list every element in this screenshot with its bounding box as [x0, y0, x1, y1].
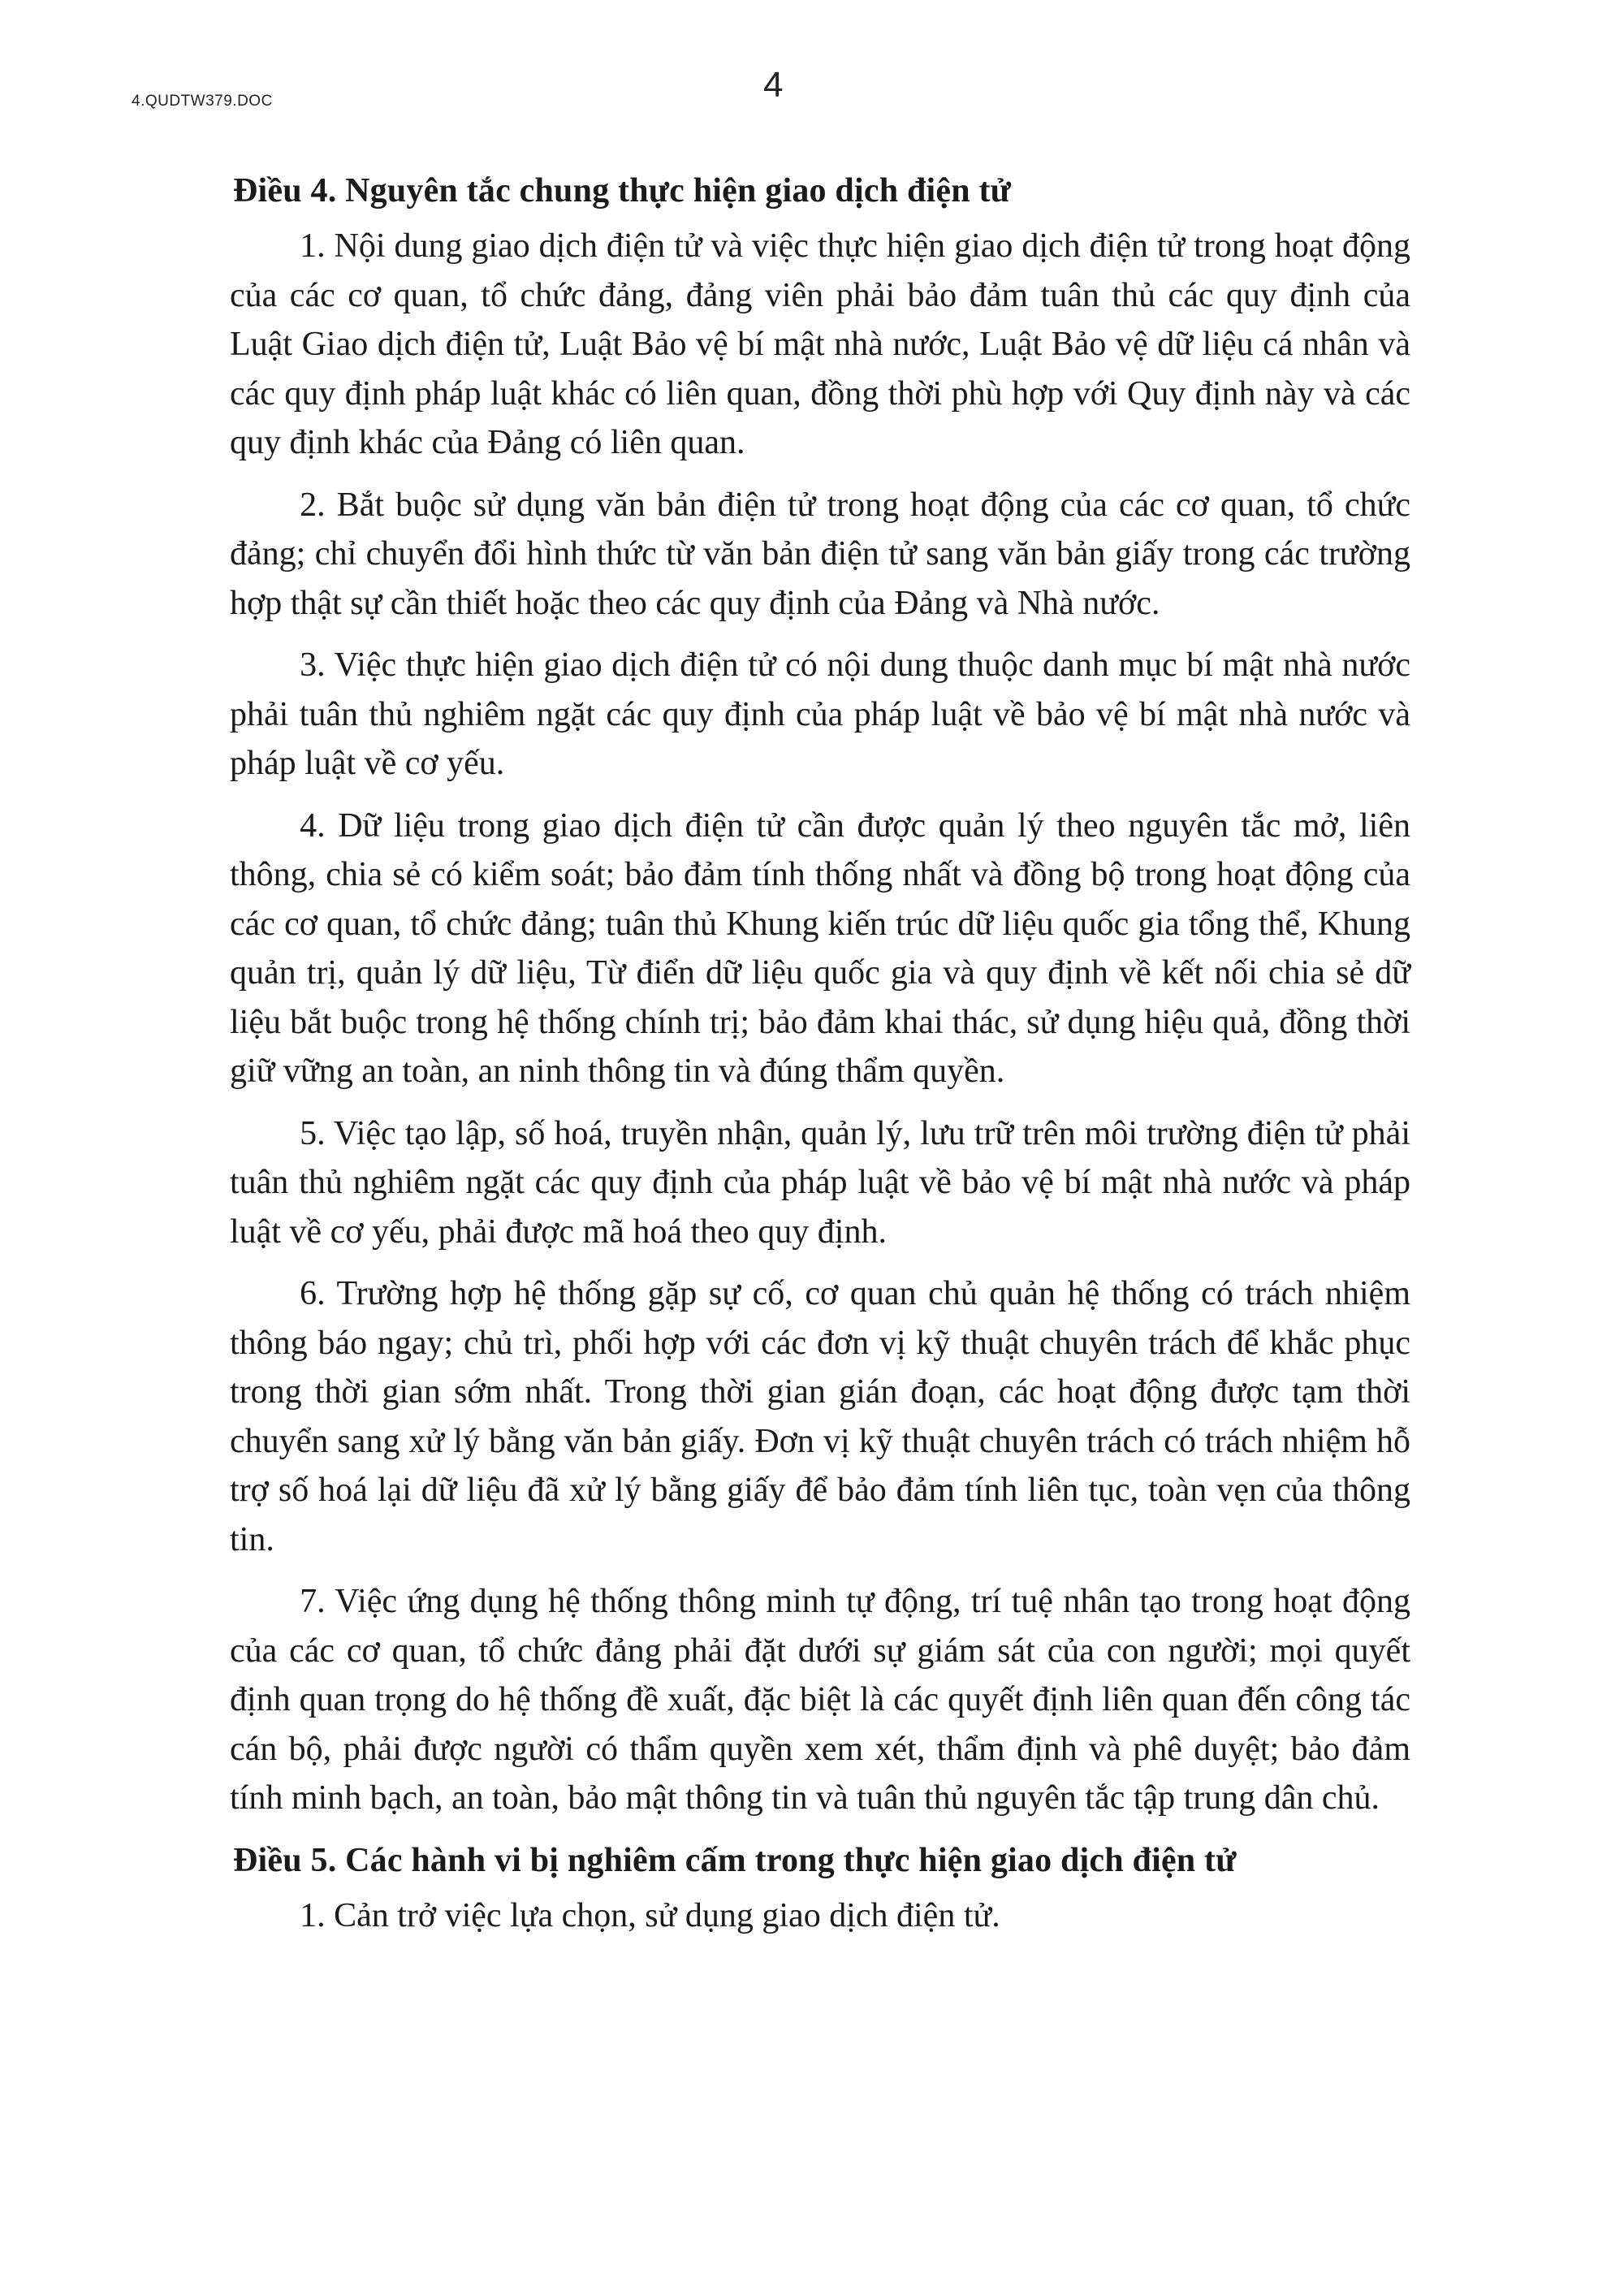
- article-4-clause-7: 7. Việc ứng dụng hệ thống thông minh tự động, trí tuệ nhân tạo trong hoạt động của các cơ quan, tổ chức đảng phải đặt dưới sự giám sát của con người; mọi quyết định quan trọng do hệ thống đề xuất, đặc biệt là các quyết định liên quan đến công tác cán bộ, phải được người có thẩm quyền xem xét, thẩm định và phê duyệt; bảo đảm tính minh bạch, an toàn, bảo mật thông tin và tuân thủ nguyên tắc tập trung dân chủ.: [230, 1583, 1410, 1817]
- article-4-clause-4: 4. Dữ liệu trong giao dịch điện tử cần được quản lý theo nguyên tắc mở, liên thông, chia sẻ có kiểm soát; bảo đảm tính thống nhất và đồng bộ trong hoạt động của các cơ quan, tổ chức đảng; tuân thủ Khung kiến trúc dữ liệu quốc gia tổng thể, Khung quản trị, quản lý dữ liệu, Từ điển dữ liệu quốc gia và quy định về kết nối chia sẻ dữ liệu bắt buộc trong hệ thống chính trị; bảo đảm khai thác, sử dụng hiệu quả, đồng thời giữ vững an toàn, an ninh thông tin và đúng thẩm quyền.: [230, 806, 1410, 1090]
- page-header: [0, 0, 1624, 138]
- article-4-clause-2: 2. Bắt buộc sử dụng văn bản điện tử trong hoạt động của các cơ quan, tổ chức đảng; chỉ chuyển đổi hình thức từ văn bản điện tử sang văn bản giấy trong các trường hợp thật sự cần thiết hoặc theo các quy định của Đảng và Nhà nước.: [230, 486, 1410, 622]
- article-4-clause-6: 6. Trường hợp hệ thống gặp sự cố, cơ quan chủ quản hệ thống có trách nhiệm thông báo ngay; chủ trì, phối hợp với các đơn vị kỹ thuật chuyên trách để khắc phục trong thời gian sớm nhất. Trong thời gian gián đoạn, các hoạt động được tạm thời chuyển sang xử lý bằng văn bản giấy. Đơn vị kỹ thuật chuyên trách có trách nhiệm hỗ trợ số hoá lại dữ liệu đã xử lý bằng giấy để bảo đảm tính liên tục, toàn vẹn của thông tin.: [230, 1275, 1410, 1558]
- document-body: [230, 166, 1410, 1953]
- page-number: 4: [763, 65, 784, 105]
- article-5-clause-1: 1. Cản trở việc lựa chọn, sử dụng giao dịch điện tử.: [300, 1896, 1000, 1934]
- article-4-heading: Điều 4. Nguyên tắc chung thực hiện giao dịch điện tử: [233, 172, 1012, 210]
- file-name: 4.QUDTW379.DOC: [132, 93, 273, 110]
- article-4-clause-5: 5. Việc tạo lập, số hoá, truyền nhận, quản lý, lưu trữ trên môi trường điện tử phải tuân thủ nghiêm ngặt các quy định của pháp luật về bảo vệ bí mật nhà nước và pháp luật về cơ yếu, phải được mã hoá theo quy định.: [230, 1114, 1410, 1251]
- article-5-heading: Điều 5. Các hành vi bị nghiêm cấm trong thực hiện giao dịch điện tử: [233, 1841, 1237, 1879]
- article-4-clause-1: 1. Nội dung giao dịch điện tử và việc thực hiện giao dịch điện tử trong hoạt động của các cơ quan, tổ chức đảng, đảng viên phải bảo đảm tuân thủ các quy định của Luật Giao dịch điện tử, Luật Bảo vệ bí mật nhà nước, Luật Bảo vệ dữ liệu cá nhân và các quy định pháp luật khác có liên quan, đồng thời phù hợp với Quy định này và các quy định khác của Đảng có liên quan.: [230, 227, 1410, 461]
- article-4-clause-3: 3. Việc thực hiện giao dịch điện tử có nội dung thuộc danh mục bí mật nhà nước phải tuân thủ nghiêm ngặt các quy định của pháp luật về bảo vệ bí mật nhà nước và pháp luật về cơ yếu.: [230, 646, 1410, 782]
